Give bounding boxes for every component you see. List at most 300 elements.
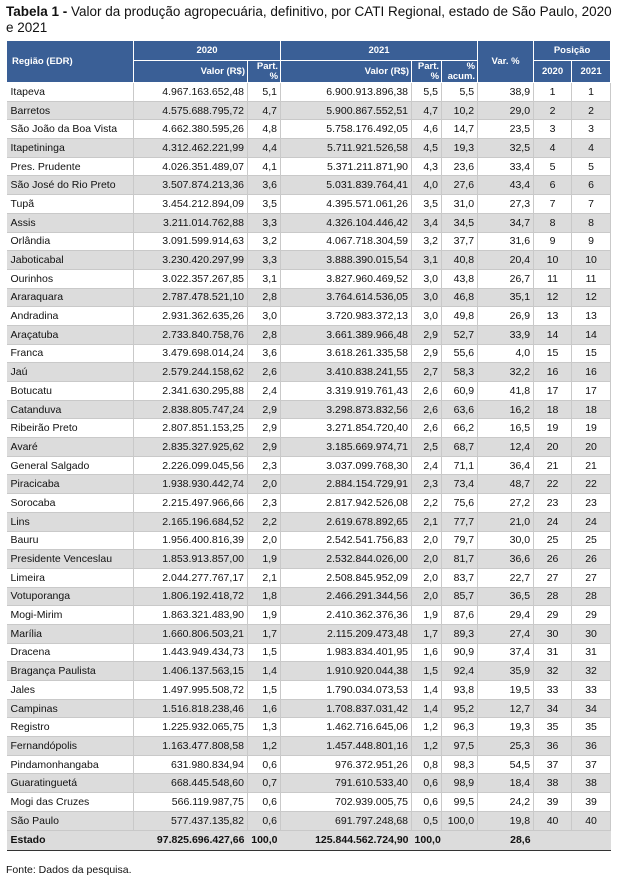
table-title [6, 4, 616, 35]
cell-value-2020: 3.211.014.762,88 [134, 213, 248, 232]
cell-position-2020: 39 [534, 793, 572, 812]
total-part-2021: 100,0 [412, 830, 442, 850]
cell-part-2021: 2,2 [412, 494, 442, 513]
cell-position-2020: 12 [534, 288, 572, 307]
cell-variation: 30,0 [478, 531, 534, 550]
cell-value-2020: 1.225.932.065,75 [134, 718, 248, 737]
cell-value-2021: 5.371.211.871,90 [281, 157, 412, 176]
cell-value-2021: 2.410.362.376,36 [281, 606, 412, 625]
header-position: Posição [534, 41, 611, 61]
table-row [7, 400, 611, 419]
table-row [7, 531, 611, 550]
cell-region: Franca [7, 344, 134, 363]
cell-part-2020: 4,8 [248, 120, 281, 139]
cell-value-2021: 3.185.669.974,71 [281, 438, 412, 457]
cell-position-2020: 3 [534, 120, 572, 139]
cell-region: Araraquara [7, 288, 134, 307]
cell-position-2020: 8 [534, 213, 572, 232]
cell-region: Sorocaba [7, 494, 134, 513]
cell-value-2020: 577.437.135,82 [134, 811, 248, 830]
cell-accumulated: 99,5 [442, 793, 478, 812]
cell-part-2021: 1,6 [412, 643, 442, 662]
cell-part-2020: 2,6 [248, 363, 281, 382]
cell-part-2020: 4,4 [248, 139, 281, 158]
cell-value-2021: 1.708.837.031,42 [281, 699, 412, 718]
cell-position-2020: 15 [534, 344, 572, 363]
cell-part-2021: 2,0 [412, 531, 442, 550]
cell-position-2021: 12 [572, 288, 611, 307]
header-variation: Var. % [478, 41, 534, 83]
cell-value-2020: 2.215.497.966,66 [134, 494, 248, 513]
cell-value-2021: 2.508.845.952,09 [281, 568, 412, 587]
cell-part-2021: 2,3 [412, 475, 442, 494]
cell-value-2021: 2.532.844.026,00 [281, 550, 412, 569]
cell-region: Assis [7, 213, 134, 232]
cell-part-2020: 2,8 [248, 288, 281, 307]
cell-value-2020: 4.575.688.795,72 [134, 101, 248, 120]
cell-accumulated: 95,2 [442, 699, 478, 718]
cell-position-2020: 24 [534, 512, 572, 531]
cell-part-2021: 2,0 [412, 587, 442, 606]
header-accumulated [442, 61, 478, 83]
cell-value-2021: 3.298.873.832,56 [281, 400, 412, 419]
cell-accumulated: 52,7 [442, 325, 478, 344]
cell-value-2020: 4.662.380.595,26 [134, 120, 248, 139]
cell-position-2021: 21 [572, 456, 611, 475]
cell-accumulated: 87,6 [442, 606, 478, 625]
cell-part-2021: 2,7 [412, 363, 442, 382]
table-row [7, 755, 611, 774]
table-row [7, 793, 611, 812]
cell-position-2020: 33 [534, 681, 572, 700]
cell-value-2021: 5.711.921.526,58 [281, 139, 412, 158]
table-row [7, 699, 611, 718]
header-valor-2021: Valor (R$) [281, 61, 412, 83]
cell-position-2020: 16 [534, 363, 572, 382]
cell-position-2021: 3 [572, 120, 611, 139]
cell-region: Dracena [7, 643, 134, 662]
cell-accumulated: 43,8 [442, 269, 478, 288]
cell-region: São José do Rio Preto [7, 176, 134, 195]
cell-value-2021: 1.790.034.073,53 [281, 681, 412, 700]
cell-region: Tupã [7, 195, 134, 214]
cell-part-2020: 2,3 [248, 494, 281, 513]
cell-region: General Salgado [7, 456, 134, 475]
cell-position-2021: 39 [572, 793, 611, 812]
cell-value-2021: 2.115.209.473,48 [281, 624, 412, 643]
cell-value-2021: 3.319.919.761,43 [281, 382, 412, 401]
header-part-2020 [248, 61, 281, 83]
cell-value-2020: 1.406.137.563,15 [134, 662, 248, 681]
table-row [7, 288, 611, 307]
cell-value-2020: 2.341.630.295,88 [134, 382, 248, 401]
table-row [7, 251, 611, 270]
cell-value-2020: 2.226.099.045,56 [134, 456, 248, 475]
table-row [7, 606, 611, 625]
cell-position-2021: 37 [572, 755, 611, 774]
cell-accumulated: 77,7 [442, 512, 478, 531]
cell-value-2020: 631.980.834,94 [134, 755, 248, 774]
cell-part-2021: 0,8 [412, 755, 442, 774]
cell-variation: 41,8 [478, 382, 534, 401]
cell-position-2021: 28 [572, 587, 611, 606]
cell-value-2021: 3.720.983.372,13 [281, 307, 412, 326]
table-row [7, 307, 611, 326]
header-valor-2020: Valor (R$) [134, 61, 248, 83]
cell-part-2020: 2,0 [248, 475, 281, 494]
cell-variation: 4,0 [478, 344, 534, 363]
cell-position-2020: 21 [534, 456, 572, 475]
cell-accumulated: 98,3 [442, 755, 478, 774]
cell-position-2021: 29 [572, 606, 611, 625]
cell-part-2021: 0,6 [412, 774, 442, 793]
cell-region: Catanduva [7, 400, 134, 419]
cell-part-2021: 2,9 [412, 325, 442, 344]
cell-part-2021: 2,9 [412, 344, 442, 363]
cell-region: Itapeva [7, 83, 134, 102]
cell-part-2021: 2,1 [412, 512, 442, 531]
cell-region: Andradina [7, 307, 134, 326]
cell-variation: 21,0 [478, 512, 534, 531]
total-part-2020: 100,0 [248, 830, 281, 850]
table-row [7, 101, 611, 120]
cell-position-2020: 32 [534, 662, 572, 681]
cell-variation: 36,5 [478, 587, 534, 606]
cell-part-2021: 3,5 [412, 195, 442, 214]
cell-part-2020: 1,9 [248, 550, 281, 569]
cell-region: Registro [7, 718, 134, 737]
cell-value-2020: 1.956.400.816,39 [134, 531, 248, 550]
cell-value-2021: 5.758.176.492,05 [281, 120, 412, 139]
cell-variation: 54,5 [478, 755, 534, 774]
cell-part-2020: 3,3 [248, 213, 281, 232]
cell-part-2021: 4,0 [412, 176, 442, 195]
cell-accumulated: 14,7 [442, 120, 478, 139]
cell-accumulated: 37,7 [442, 232, 478, 251]
cell-position-2020: 10 [534, 251, 572, 270]
cell-region: Jaboticabal [7, 251, 134, 270]
cell-part-2020: 1,5 [248, 643, 281, 662]
cell-accumulated: 19,3 [442, 139, 478, 158]
cell-position-2021: 27 [572, 568, 611, 587]
cell-accumulated: 73,4 [442, 475, 478, 494]
cell-position-2020: 4 [534, 139, 572, 158]
cell-accumulated: 68,7 [442, 438, 478, 457]
cell-part-2020: 0,7 [248, 774, 281, 793]
table-row [7, 662, 611, 681]
total-label: Estado [7, 830, 134, 850]
cell-region: Fernandópolis [7, 737, 134, 756]
cell-region: Presidente Venceslau [7, 550, 134, 569]
cell-value-2021: 791.610.533,40 [281, 774, 412, 793]
cell-value-2021: 3.410.838.241,55 [281, 363, 412, 382]
cell-variation: 31,6 [478, 232, 534, 251]
table-row [7, 83, 611, 102]
cell-part-2021: 5,5 [412, 83, 442, 102]
cell-position-2021: 17 [572, 382, 611, 401]
header-part-2020-label: Part. [256, 60, 279, 72]
cell-part-2020: 1,2 [248, 737, 281, 756]
table-row [7, 176, 611, 195]
cell-value-2021: 5.900.867.552,51 [281, 101, 412, 120]
cell-variation: 24,2 [478, 793, 534, 812]
cell-position-2020: 36 [534, 737, 572, 756]
cell-accumulated: 27,6 [442, 176, 478, 195]
cell-part-2021: 1,7 [412, 624, 442, 643]
cell-accumulated: 10,2 [442, 101, 478, 120]
cell-position-2020: 30 [534, 624, 572, 643]
cell-position-2021: 38 [572, 774, 611, 793]
cell-variation: 16,2 [478, 400, 534, 419]
cell-position-2021: 5 [572, 157, 611, 176]
cell-value-2021: 2.619.678.892,65 [281, 512, 412, 531]
cell-position-2021: 30 [572, 624, 611, 643]
cell-value-2021: 702.939.005,75 [281, 793, 412, 812]
cell-position-2020: 40 [534, 811, 572, 830]
cell-region: Itapetininga [7, 139, 134, 158]
cell-region: Bragança Paulista [7, 662, 134, 681]
table-row [7, 475, 611, 494]
production-table [6, 40, 611, 851]
cell-part-2020: 2,9 [248, 400, 281, 419]
cell-value-2020: 2.835.327.925,62 [134, 438, 248, 457]
cell-position-2021: 24 [572, 512, 611, 531]
cell-region: Pindamonhangaba [7, 755, 134, 774]
cell-position-2020: 34 [534, 699, 572, 718]
cell-part-2020: 2,2 [248, 512, 281, 531]
cell-region: Botucatu [7, 382, 134, 401]
cell-value-2021: 4.067.718.304,59 [281, 232, 412, 251]
cell-position-2021: 1 [572, 83, 611, 102]
cell-part-2021: 3,4 [412, 213, 442, 232]
cell-position-2021: 2 [572, 101, 611, 120]
header-part-2020-pct: % [269, 70, 279, 82]
cell-part-2021: 1,4 [412, 681, 442, 700]
table-row [7, 325, 611, 344]
cell-value-2021: 691.797.248,68 [281, 811, 412, 830]
cell-value-2020: 1.806.192.418,72 [134, 587, 248, 606]
table-row [7, 363, 611, 382]
cell-position-2021: 36 [572, 737, 611, 756]
cell-value-2020: 2.931.362.635,26 [134, 307, 248, 326]
cell-part-2021: 2,0 [412, 550, 442, 569]
cell-position-2021: 10 [572, 251, 611, 270]
cell-value-2021: 2.884.154.729,91 [281, 475, 412, 494]
cell-value-2020: 3.454.212.894,09 [134, 195, 248, 214]
table-row [7, 269, 611, 288]
cell-region: Mogi das Cruzes [7, 793, 134, 812]
cell-position-2021: 14 [572, 325, 611, 344]
total-value-2021: 125.844.562.724,90 [281, 830, 412, 850]
cell-value-2021: 1.910.920.044,38 [281, 662, 412, 681]
cell-variation: 26,7 [478, 269, 534, 288]
cell-variation: 35,9 [478, 662, 534, 681]
cell-position-2021: 11 [572, 269, 611, 288]
header-position-2021: 2021 [572, 61, 611, 83]
cell-variation: 37,4 [478, 643, 534, 662]
total-value-2020: 97.825.696.427,66 [134, 830, 248, 850]
cell-position-2021: 32 [572, 662, 611, 681]
cell-variation: 19,8 [478, 811, 534, 830]
header-part-2021-label: Part. [417, 60, 440, 72]
cell-value-2020: 2.807.851.153,25 [134, 419, 248, 438]
source-note: Fonte: Dados da pesquisa. [6, 864, 132, 876]
table-title-number: Tabela 1 - [6, 4, 68, 19]
cell-position-2020: 1 [534, 83, 572, 102]
cell-value-2020: 566.119.987,75 [134, 793, 248, 812]
cell-part-2020: 2,4 [248, 382, 281, 401]
cell-part-2020: 5,1 [248, 83, 281, 102]
table-row [7, 643, 611, 662]
cell-part-2021: 4,7 [412, 101, 442, 120]
cell-variation: 12,7 [478, 699, 534, 718]
cell-part-2020: 1,3 [248, 718, 281, 737]
cell-region: São Paulo [7, 811, 134, 830]
cell-position-2020: 27 [534, 568, 572, 587]
cell-variation: 33,4 [478, 157, 534, 176]
cell-value-2021: 3.764.614.536,05 [281, 288, 412, 307]
table-row [7, 718, 611, 737]
cell-part-2020: 0,6 [248, 811, 281, 830]
cell-region: Barretos [7, 101, 134, 120]
cell-accumulated: 60,9 [442, 382, 478, 401]
cell-part-2020: 3,1 [248, 269, 281, 288]
cell-region: Ourinhos [7, 269, 134, 288]
cell-value-2021: 3.271.854.720,40 [281, 419, 412, 438]
cell-position-2021: 8 [572, 213, 611, 232]
cell-position-2021: 6 [572, 176, 611, 195]
cell-region: Araçatuba [7, 325, 134, 344]
cell-region: Guaratinguetá [7, 774, 134, 793]
cell-region: Lins [7, 512, 134, 531]
cell-accumulated: 55,6 [442, 344, 478, 363]
cell-value-2021: 3.037.099.768,30 [281, 456, 412, 475]
cell-value-2021: 3.827.960.469,52 [281, 269, 412, 288]
cell-value-2020: 1.516.818.238,46 [134, 699, 248, 718]
cell-position-2021: 7 [572, 195, 611, 214]
cell-accumulated: 93,8 [442, 681, 478, 700]
cell-position-2020: 37 [534, 755, 572, 774]
cell-part-2020: 2,0 [248, 531, 281, 550]
cell-variation: 26,9 [478, 307, 534, 326]
cell-part-2020: 1,7 [248, 624, 281, 643]
cell-position-2020: 23 [534, 494, 572, 513]
cell-variation: 36,6 [478, 550, 534, 569]
cell-value-2020: 1.660.806.503,21 [134, 624, 248, 643]
cell-value-2020: 4.026.351.489,07 [134, 157, 248, 176]
cell-value-2021: 1.462.716.645,06 [281, 718, 412, 737]
cell-part-2021: 0,6 [412, 793, 442, 812]
cell-region: Orlândia [7, 232, 134, 251]
cell-position-2021: 35 [572, 718, 611, 737]
cell-value-2021: 2.817.942.526,08 [281, 494, 412, 513]
cell-accumulated: 98,9 [442, 774, 478, 793]
table-row [7, 213, 611, 232]
cell-value-2020: 4.312.462.221,99 [134, 139, 248, 158]
cell-position-2020: 19 [534, 419, 572, 438]
cell-part-2021: 1,2 [412, 718, 442, 737]
cell-part-2021: 3,1 [412, 251, 442, 270]
cell-position-2020: 25 [534, 531, 572, 550]
cell-position-2021: 4 [572, 139, 611, 158]
cell-accumulated: 71,1 [442, 456, 478, 475]
cell-position-2020: 11 [534, 269, 572, 288]
cell-value-2021: 976.372.951,26 [281, 755, 412, 774]
header-year-2021: 2021 [281, 41, 478, 61]
cell-accumulated: 83,7 [442, 568, 478, 587]
cell-part-2021: 1,9 [412, 606, 442, 625]
table-row [7, 456, 611, 475]
header-region: Região (EDR) [7, 41, 134, 83]
cell-value-2020: 3.230.420.297,99 [134, 251, 248, 270]
cell-region: Ribeirão Preto [7, 419, 134, 438]
cell-variation: 16,5 [478, 419, 534, 438]
cell-part-2021: 2,5 [412, 438, 442, 457]
cell-region: Piracicaba [7, 475, 134, 494]
cell-part-2020: 2,8 [248, 325, 281, 344]
table-row [7, 587, 611, 606]
cell-value-2020: 2.579.244.158,62 [134, 363, 248, 382]
cell-part-2020: 1,5 [248, 681, 281, 700]
cell-variation: 29,0 [478, 101, 534, 120]
cell-part-2021: 2,6 [412, 400, 442, 419]
cell-value-2020: 1.853.913.857,00 [134, 550, 248, 569]
cell-position-2021: 19 [572, 419, 611, 438]
cell-part-2020: 2,1 [248, 568, 281, 587]
cell-position-2021: 22 [572, 475, 611, 494]
cell-part-2020: 3,6 [248, 176, 281, 195]
cell-position-2020: 28 [534, 587, 572, 606]
cell-accumulated: 58,3 [442, 363, 478, 382]
cell-value-2021: 6.900.913.896,38 [281, 83, 412, 102]
cell-position-2020: 6 [534, 176, 572, 195]
cell-accumulated: 89,3 [442, 624, 478, 643]
cell-variation: 32,5 [478, 139, 534, 158]
cell-position-2021: 26 [572, 550, 611, 569]
cell-part-2021: 2,6 [412, 419, 442, 438]
cell-variation: 32,2 [478, 363, 534, 382]
total-accumulated [442, 830, 478, 850]
cell-variation: 33,9 [478, 325, 534, 344]
cell-variation: 29,4 [478, 606, 534, 625]
cell-position-2021: 40 [572, 811, 611, 830]
cell-accumulated: 63,6 [442, 400, 478, 419]
cell-part-2021: 1,2 [412, 737, 442, 756]
cell-accumulated: 66,2 [442, 419, 478, 438]
cell-part-2020: 3,3 [248, 251, 281, 270]
cell-part-2020: 1,8 [248, 587, 281, 606]
cell-value-2020: 3.507.874.213,36 [134, 176, 248, 195]
cell-region: Bauru [7, 531, 134, 550]
header-accumulated-label: acum. [447, 70, 476, 82]
cell-part-2021: 2,6 [412, 382, 442, 401]
cell-part-2020: 1,4 [248, 662, 281, 681]
total-position-2021 [572, 830, 611, 850]
cell-part-2020: 2,9 [248, 438, 281, 457]
cell-accumulated: 49,8 [442, 307, 478, 326]
table-row [7, 419, 611, 438]
cell-variation: 22,7 [478, 568, 534, 587]
cell-variation: 38,9 [478, 83, 534, 102]
total-row [7, 830, 611, 850]
cell-position-2020: 38 [534, 774, 572, 793]
cell-value-2020: 2.165.196.684,52 [134, 512, 248, 531]
cell-part-2020: 3,5 [248, 195, 281, 214]
cell-value-2020: 1.443.949.434,73 [134, 643, 248, 662]
cell-value-2021: 2.542.541.756,83 [281, 531, 412, 550]
cell-position-2020: 31 [534, 643, 572, 662]
cell-value-2021: 3.888.390.015,54 [281, 251, 412, 270]
